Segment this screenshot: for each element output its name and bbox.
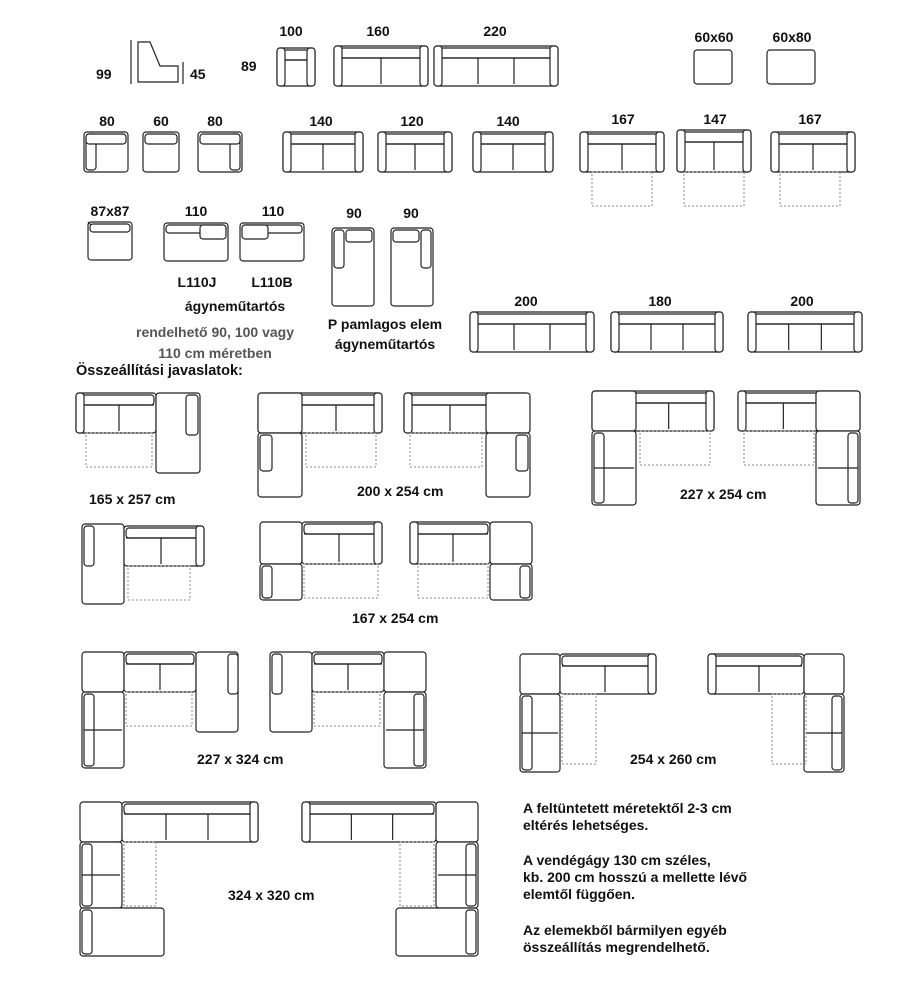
combo-label-5: 227 x 324 cm: [197, 751, 284, 767]
sofa-backrest: [613, 314, 721, 324]
l110j-name: L110J: [177, 274, 217, 290]
corner: [260, 522, 302, 564]
side-height-label: 99: [96, 66, 112, 82]
corner: [490, 522, 532, 564]
ottoman-60x80: [767, 50, 815, 84]
sofa-armrest-left: [283, 132, 291, 172]
armrest-block: [242, 225, 268, 239]
sofa-armrest-right: [854, 312, 862, 352]
sofa-armrest-right: [355, 132, 363, 172]
sofa-armrest-left: [470, 312, 478, 352]
side-profile-shape: [138, 42, 178, 82]
armrest: [260, 435, 272, 471]
armrest: [516, 435, 528, 471]
note-custom-order: [523, 922, 727, 956]
note-tolerance-line2: eltérés lehetséges.: [523, 817, 649, 833]
sofa-backrest: [336, 48, 426, 58]
sofa-armrest-right: [420, 46, 428, 86]
sofa3-width-label: 220: [483, 23, 507, 39]
pull-out-bed-outline: [86, 433, 152, 467]
armrest-block: [200, 225, 226, 239]
note-custom-order-line2: összeállítás megrendelhető.: [523, 939, 710, 955]
pamlag-left-width: 90: [346, 205, 362, 221]
sofa-backrest: [562, 656, 654, 666]
pull-out-bed-outline: [772, 694, 806, 764]
pull-out-bed-outline: [306, 433, 376, 467]
corner: [816, 391, 860, 431]
pull-out-bed-outline: [410, 433, 482, 467]
sofa-armrest-left: [708, 654, 716, 694]
module-height-label: 89: [241, 58, 257, 74]
sofa-armrest-right: [250, 802, 258, 842]
sofa-armrest-left: [473, 132, 481, 172]
row2-label-g: 167: [611, 111, 635, 127]
combo-label-4: 167 x 254 cm: [352, 610, 439, 626]
sofa-backrest: [710, 656, 802, 666]
note-guest-bed-line1: A vendégágy 130 cm széles,: [523, 852, 711, 868]
l110b-name: L110B: [251, 274, 293, 290]
note-guest-bed-line3: elemtől függően.: [523, 886, 635, 902]
sofa-backrest: [380, 134, 450, 144]
seat-height-label: 45: [190, 66, 206, 82]
corner: [80, 802, 122, 842]
sofa-armrest-right: [715, 312, 723, 352]
row4-label-c: 200: [790, 293, 814, 309]
corner: [804, 654, 844, 694]
corner: [520, 654, 560, 694]
row2-label-a: 80: [99, 113, 115, 129]
sofa-backrest: [304, 804, 434, 814]
corner: [258, 393, 302, 433]
sofa-backrest: [314, 654, 382, 664]
pull-out-bed-outline: [744, 431, 814, 465]
sofa-armrest-left: [434, 46, 442, 86]
combo-label-2: 200 x 254 cm: [357, 483, 444, 499]
orderable-note-2: 110 cm méretben: [158, 345, 272, 361]
backrest: [82, 910, 92, 954]
note-guest-bed: [523, 852, 747, 903]
pull-out-bed-outline: [780, 172, 840, 206]
combo-label-6: 254 x 260 cm: [630, 751, 717, 767]
sofa-backrest: [126, 654, 194, 664]
sofa-armrest-left: [771, 132, 779, 172]
backrest: [145, 134, 177, 144]
note-tolerance-line1: A feltüntetett méretektől 2-3 cm: [523, 800, 732, 816]
row2-label-e: 120: [400, 113, 424, 129]
sofa-backrest: [679, 132, 749, 142]
row2-label-d: 140: [309, 113, 333, 129]
sofa-armrest-right: [656, 132, 664, 172]
note-guest-bed-line2: kb. 200 cm hosszú a mellette lévő: [523, 869, 748, 885]
sofa-armrest-left: [410, 522, 418, 564]
pull-out-bed-outline: [684, 172, 744, 206]
sofa-backrest: [304, 524, 380, 534]
sofa-backrest: [750, 314, 860, 324]
sofa-armrest-right: [847, 132, 855, 172]
sofa-backrest: [436, 48, 556, 58]
row2-label-b: 60: [153, 113, 169, 129]
sofa-armrest-right: [648, 654, 656, 694]
armrest: [346, 230, 372, 242]
sofa-armrest-right: [444, 132, 452, 172]
sofa-armrest-right: [586, 312, 594, 352]
pull-out-bed-outline: [562, 694, 596, 764]
corner: [486, 393, 530, 433]
pull-out-bed-outline: [400, 842, 434, 906]
sofa-armrest-right: [743, 130, 751, 172]
sofa-backrest: [126, 528, 202, 538]
pull-out-bed-outline: [592, 172, 652, 206]
sofa-backrest: [124, 804, 256, 814]
pull-out-bed-outline: [128, 566, 190, 600]
row2-label-h: 147: [703, 111, 727, 127]
backrest: [86, 134, 126, 144]
backrest: [228, 654, 238, 694]
pamlag-storage-label: ágyneműtartós: [334, 336, 436, 352]
sofa-armrest-left: [404, 393, 412, 433]
sofa-backrest: [582, 134, 662, 144]
row4-label-b: 180: [648, 293, 672, 309]
section-title: Összeállítási javaslatok:: [76, 363, 243, 379]
armchair-width-label: 100: [279, 23, 303, 39]
orderable-note: rendelhető 90, 100 vagy: [136, 324, 294, 340]
backrest: [334, 230, 344, 268]
row2-label-c: 80: [207, 113, 223, 129]
sofa-armrest-right: [550, 46, 558, 86]
sofa-backrest: [520, 566, 530, 598]
corner: [82, 652, 124, 692]
sofa-armrest-left: [738, 391, 746, 431]
pull-out-bed-outline: [124, 842, 156, 906]
sofa-armrest-left: [334, 46, 342, 86]
row2-label-i: 167: [798, 111, 822, 127]
l110b-width-label: 110: [261, 203, 285, 219]
sofa-armrest-left: [76, 393, 84, 433]
sofa-backrest: [78, 395, 154, 405]
row4-label-a: 200: [514, 293, 538, 309]
backrest: [90, 224, 130, 232]
pull-out-bed-outline: [304, 564, 378, 598]
sofa-backrest: [412, 524, 488, 534]
backrest: [466, 910, 476, 954]
combo-label-7: 324 x 320 cm: [228, 887, 315, 903]
pull-out-bed-outline: [640, 431, 710, 465]
pamlag-label: P pamlagos elem: [327, 316, 443, 332]
sofa-armrest-left: [378, 132, 386, 172]
sofa-armrest-right: [196, 526, 204, 566]
pull-out-bed-outline: [314, 692, 380, 726]
backrest: [200, 134, 240, 144]
sofa-armrest-left: [302, 802, 310, 842]
note-custom-order-line1: Az elemekből bármilyen egyéb: [523, 922, 727, 938]
sofa-armrest-left: [748, 312, 756, 352]
corner-label: 87x87: [90, 203, 130, 219]
sofa-armrest-left: [677, 130, 685, 172]
combo-label-1: 165 x 257 cm: [89, 491, 176, 507]
ottoman-60x60: [694, 50, 732, 84]
ottoman-large-label: 60x80: [772, 29, 812, 45]
l110j-width-label: 110: [184, 203, 208, 219]
pull-out-bed-outline: [418, 564, 488, 598]
sofa-armrest-left: [580, 132, 588, 172]
backrest: [186, 395, 198, 435]
storage-label: ágyneműtartós: [184, 298, 286, 314]
row2-label-f: 140: [496, 113, 520, 129]
armrest: [393, 230, 419, 242]
backrest: [84, 526, 94, 566]
sofa-backrest: [285, 134, 361, 144]
sofa-armrest-left: [611, 312, 619, 352]
sofa-armrest-left: [277, 48, 285, 86]
sofa-backrest: [773, 134, 853, 144]
backrest: [272, 654, 282, 694]
sofa-armrest-right: [706, 391, 714, 431]
pull-out-bed-outline: [126, 692, 192, 726]
combo-label-3: 227 x 254 cm: [680, 486, 767, 502]
sofa-backrest: [475, 134, 551, 144]
sofa-armrest-right: [374, 522, 382, 564]
sofa-backrest: [262, 566, 272, 598]
sofa-armrest-right: [307, 48, 315, 86]
sofa-armrest-right: [374, 393, 382, 433]
sofa2-width-label: 160: [366, 23, 390, 39]
note-tolerance: [523, 800, 732, 834]
ottoman-small-label: 60x60: [694, 29, 734, 45]
corner: [436, 802, 478, 842]
sofa-armrest-right: [545, 132, 553, 172]
backrest: [421, 230, 431, 268]
corner: [592, 391, 636, 431]
corner: [384, 652, 426, 692]
pamlag-right-width: 90: [403, 205, 419, 221]
sofa-backrest: [472, 314, 592, 324]
